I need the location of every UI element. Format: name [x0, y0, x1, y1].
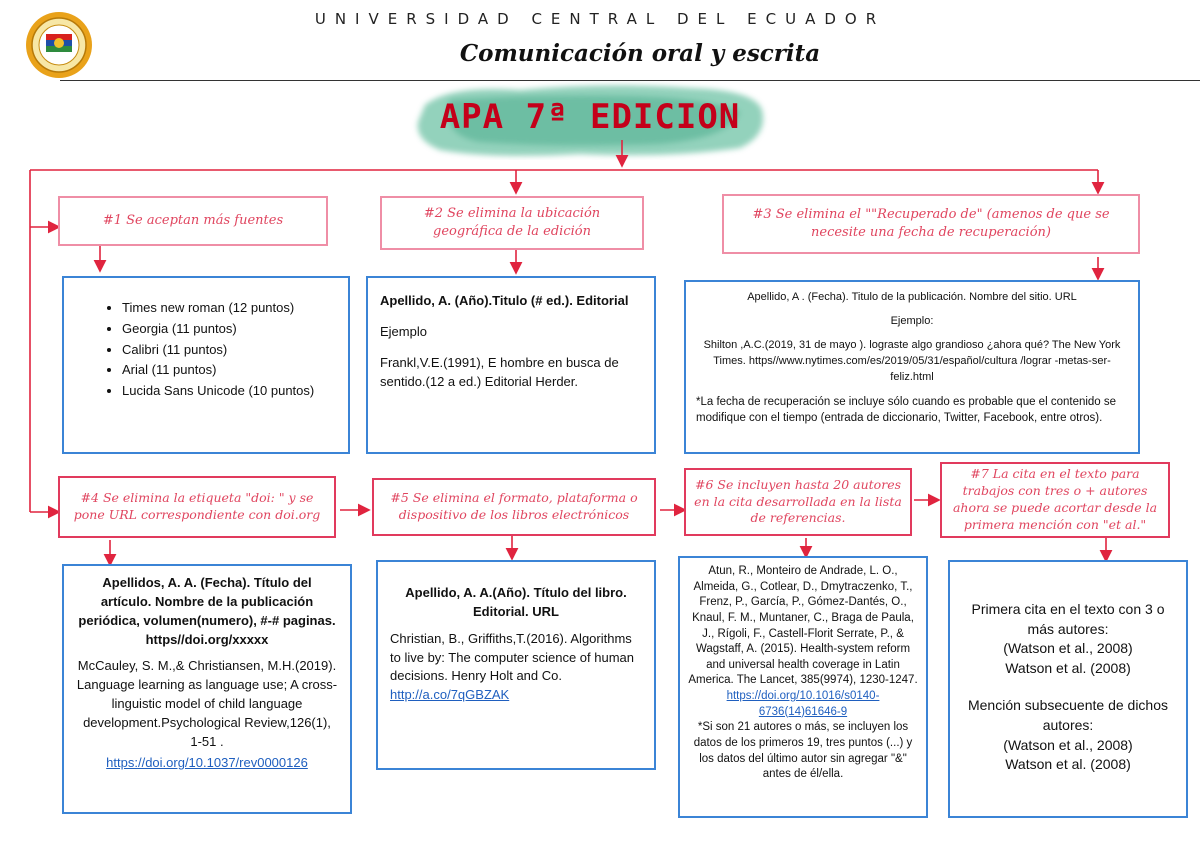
rule-3-heading [722, 194, 1140, 254]
font-list-item: • Lucida Sans Unicode (10 puntos) [122, 381, 336, 402]
rule-7-heading-text: #7 La cita en el texto para trabajos con tres o + autores ahora se puede acortar desde la primera mención con "et al." [952, 466, 1158, 532]
rule-7-heading [940, 462, 1170, 538]
rule-4-heading-text: #4 Se elimina la etiqueta "doi: " y se pone URL correspondiente con doi.org [73, 490, 321, 522]
rule-2-example-label: Ejemplo [380, 323, 427, 339]
rule-6-heading [684, 468, 912, 536]
rule-5-heading-text: #5 Se elimina el formato, plataforma o dispositivo de los libros electrónicos [390, 490, 638, 522]
rule-5-format: Apellido, A. A.(Año). Título del libro. Editorial. URL [405, 585, 627, 619]
rule-3-example: Shilton ,A.C.(2019, 31 de mayo ). lograste algo grandioso ¿ahora qué? The New York Times. https//www.nytimes.com/es/2019/05/31/español/cultura /lograr -metas-ser-feliz.html [703, 338, 1121, 383]
rule-5-heading [372, 478, 656, 536]
rule-6-note: *Si son 21 autores o más, se incluyen los datos de los primeros 19, tres puntos (...) y los datos del último autor sin agregar "&" antes de él/ella. [693, 721, 913, 781]
main-title: APA 7ª EDICION [439, 97, 741, 137]
font-list-item: • Times new roman (12 puntos) [122, 298, 336, 319]
rule-4-example: McCauley, S. M.,& Christiansen, M.H.(2019). Language learning as language use; A cross-linguistic model of child language development.Psychological Review,126(1), 1-51 . [76, 658, 338, 749]
rule-2-example: Frankl,V.E.(1991), E hombre en busca de sentido.(12 a ed.) Editorial Herder. [380, 354, 619, 389]
rule-3-note: *La fecha de recuperación se incluye sólo cuando es probable que el contenido se modifique con el tiempo (entrada de diccionario, Twitter, Facebook, entre otros). [696, 395, 1117, 425]
rule-1-heading-text: #1 Se aceptan más fuentes [102, 213, 284, 229]
rule-6-content [678, 556, 928, 818]
rule-3-format: Apellido, A . (Fecha). Titulo de la publicación. Nombre del sitio. URL [747, 291, 1077, 303]
rule-3-example-label: Ejemplo: [890, 314, 934, 327]
university-name: UNIVERSIDAD CENTRAL DEL ECUADOR [314, 10, 886, 28]
rule-3-content [684, 280, 1140, 454]
rule-7-subsequent-parenthetical: (Watson et al., 2008) [1003, 736, 1133, 753]
font-list [76, 298, 336, 402]
rule-7-subsequent-label: Mención subsecuente de dichos autores: [967, 697, 1169, 733]
rule-5-example: Christian, B., Griffiths,T.(2016). Algorithms to live by: The computer science of human decisions. Henry Holt and Co. [390, 630, 634, 684]
rule-7-first-citation-narrative: Watson et al. (2008) [1005, 659, 1131, 676]
rule-6-heading-text: #6 Se incluyen hasta 20 autores en la cita desarrollada en la lista de referencias. [694, 476, 902, 526]
rule-4-doi-link[interactable]: https://doi.org/10.1037/rev0000126 [106, 754, 308, 770]
font-list-item: • Calibri (11 puntos) [122, 340, 336, 361]
rule-5-url-link[interactable]: http://a.co/7qGBZAK [390, 687, 510, 703]
rule-7-subsequent-narrative: Watson et al. (2008) [1005, 756, 1131, 773]
rule-4-format: Apellidos, A. A. (Fecha). Título del artículo. Nombre de la publicación periódica, volumen(numero), #-# paginas. https//doi.org/xxxxx [78, 575, 336, 647]
rule-2-heading [380, 196, 644, 250]
rule-4-heading [58, 476, 336, 538]
rule-3-heading-text: #3 Se elimina el ""Recuperado de" (amenos de que se necesite una fecha de recuperación) [752, 207, 1110, 240]
rule-4-content [62, 564, 352, 814]
course-title: Comunicación oral y escrita [459, 40, 821, 67]
rule-6-doi-link[interactable]: https://doi.org/10.1016/s0140-6736(14)61646-9 [726, 690, 880, 718]
rule-7-first-citation-parenthetical: (Watson et al., 2008) [1003, 640, 1133, 657]
rule-7-content [948, 560, 1188, 818]
rule-1-content [62, 276, 350, 454]
font-list-item: • Arial (11 puntos) [122, 360, 336, 381]
rule-2-content [366, 276, 656, 454]
rule-6-example: Atun, R., Monteiro de Andrade, L. O., Almeida, G., Cotlear, D., Dmytraczenko, T., Frenz, P., García, P., Gómez-Dantés, O., Knaul, F. M., Muntaner, C., Braga de Paula, J., Rígoli, F., Castell-Florit Serrate, P., & Wagstaff, A. (2015). Health-system reform and universal health coverage in Latin America. The Lancet, 385(9974), 1230-1247. [688, 565, 918, 687]
rule-2-format: Apellido, A. (Año).Titulo (# ed.). Editorial [380, 293, 629, 308]
rule-7-first-citation-label: Primera cita en el texto con 3 o más autores: [971, 601, 1165, 637]
rule-1-heading [58, 196, 328, 246]
font-list-item: • Georgia (11 puntos) [122, 319, 336, 340]
rule-2-heading-text: #2 Se elimina la ubicación geográfica de la edición [423, 206, 601, 239]
rule-5-content [376, 560, 656, 770]
